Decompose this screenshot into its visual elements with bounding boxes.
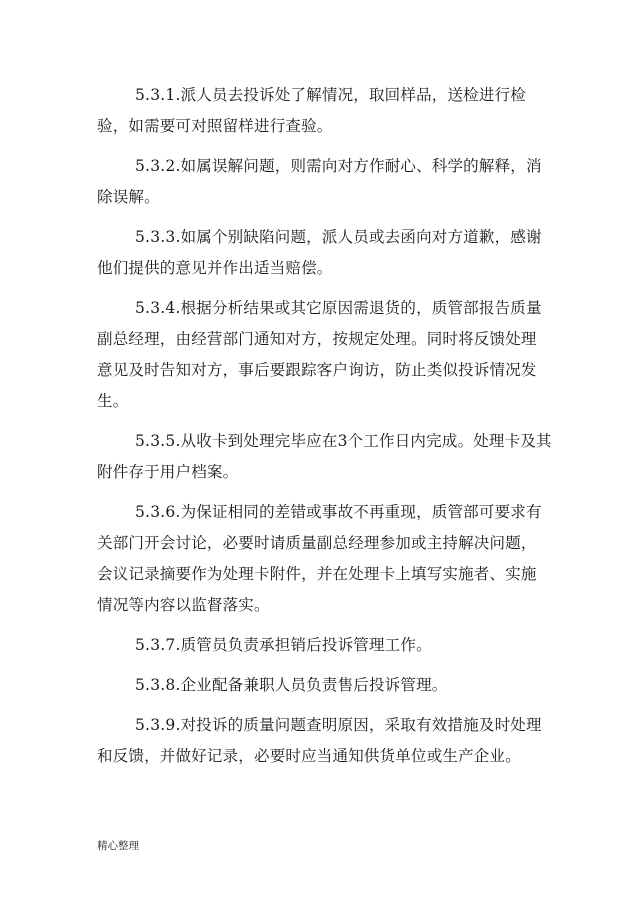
- paragraph-5-3-2: 5.3.2.如属误解问题，则需向对方作耐心、科学的解释，消除误解。: [97, 157, 542, 206]
- paragraph-5-3-7: 5.3.7.质管员负责承担销后投诉管理工作。: [135, 636, 432, 654]
- paragraph-5-3-5: 5.3.5.从收卡到处理完毕应在3个工作日内完成。处理卡及其附件存于用户档案。: [97, 432, 552, 481]
- paragraph-5-3-3: 5.3.3.如属个别缺陷问题，派人员或去函向对方道歉，感谢他们提供的意见并作出适当赔偿。: [97, 228, 542, 277]
- paragraph-5-3-4: 5.3.4.根据分析结果或其它原因需退货的，质管部报告质量副总经理，由经营部门通知对方，按规定处理。同时将反馈处理意见及时告知对方，事后要跟踪客户询访，防止类似投诉情况发生。: [97, 299, 542, 410]
- paragraph-5-3-1: 5.3.1.派人员去投诉处了解情况，取回样品，送检进行检验，如需要可对照留样进行查验。: [97, 86, 526, 135]
- page-footer: 精心整理: [97, 840, 139, 852]
- document-body: [97, 80, 552, 781]
- paragraph-5-3-9: 5.3.9.对投诉的质量问题查明原因，采取有效措施及时处理和反馈，并做好记录，必要时应当通知供货单位或生产企业。: [97, 716, 542, 765]
- paragraph-5-3-8: 5.3.8.企业配备兼职人员负责售后投诉管理。: [135, 676, 448, 694]
- paragraph-5-3-6: 5.3.6.为保证相同的差错或事故不再重现，质管部可要求有关部门开会讨论，必要时请质量副总经理参加或主持解决问题，会议记录摘要作为处理卡附件，并在处理卡上填写实施者、实施情况等内容以监督落实。: [97, 503, 542, 614]
